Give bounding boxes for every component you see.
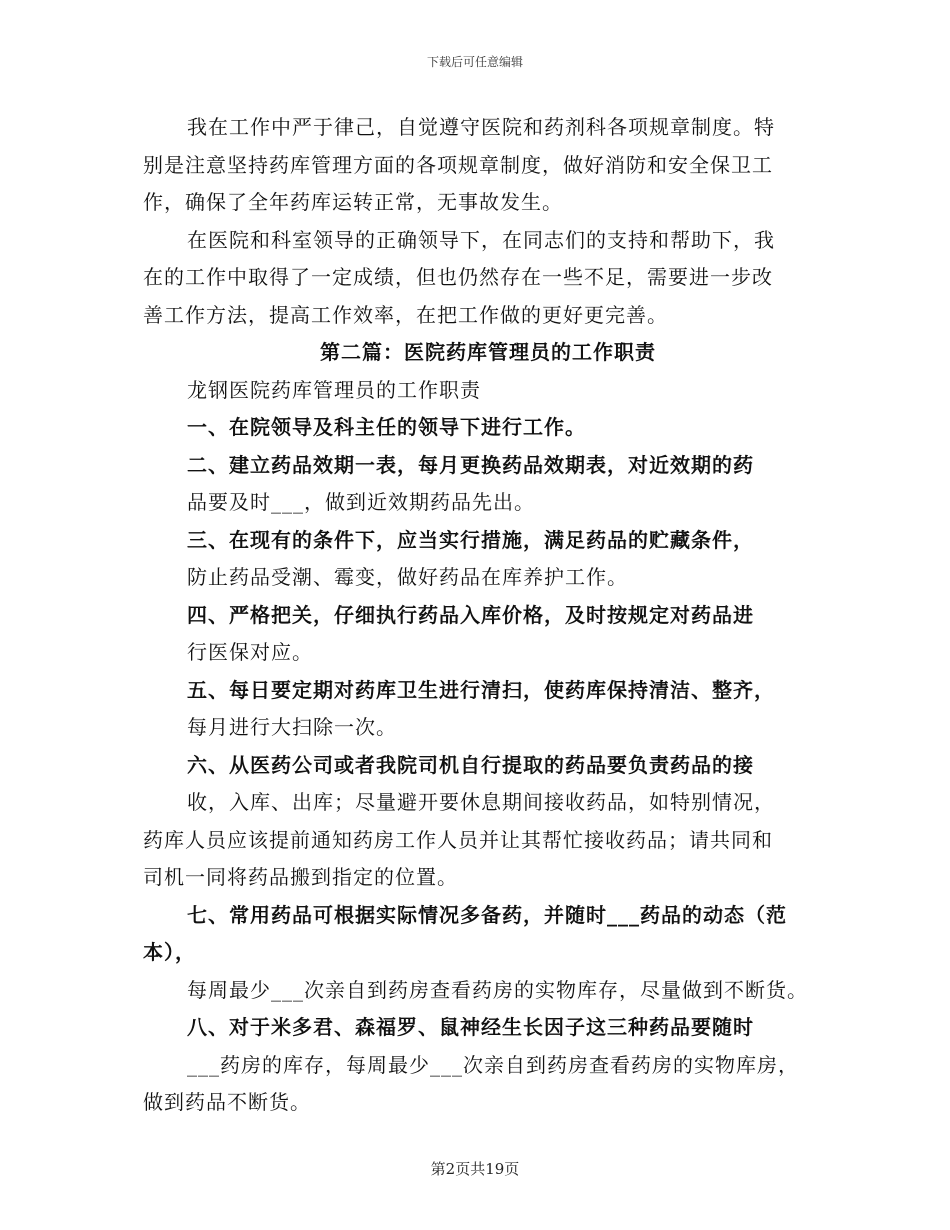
- duty-item-5: 五、每日要定期对药库卫生进行清扫，使药库保持清洁、整齐，: [187, 677, 775, 702]
- paragraph-line: 在医院和科室领导的正确领导下，在同志们的支持和帮助下，我: [187, 227, 775, 252]
- duty-item-8-detail: 做到药品不断货。: [143, 1090, 311, 1114]
- duty-item-3: 三、在现有的条件下，应当实行措施，满足药品的贮藏条件，: [187, 527, 754, 552]
- duty-item-2-detail: 品要及时___，做到近效期药品先出。: [187, 490, 535, 514]
- duty-item-6-detail: 司机一同将药品搬到指定的位置。: [143, 865, 458, 889]
- duty-item-7-cont: 本），: [143, 940, 196, 964]
- paragraph-line: 我在工作中严于律己，自觉遵守医院和药剂科各项规章制度。特: [187, 115, 775, 139]
- duty-item-2: 二、建立药品效期一表，每月更换药品效期表，对近效期的药: [187, 452, 754, 477]
- duty-item-7-detail: 每周最少___次亲自到药房查看药房的实物库存，尽量做到不断货。: [187, 977, 808, 1002]
- duty-item-6: 六、从医药公司或者我院司机自行提取的药品要负责药品的接: [187, 752, 754, 777]
- duty-item-6-detail: 收，入库、出库；尽量避开要休息期间接收药品，如特别情况，: [187, 790, 775, 814]
- duty-item-6-detail: 药库人员应该提前通知药房工作人员并让其帮忙接收药品；请共同和: [143, 827, 773, 852]
- duty-item-4: 四、严格把关，仔细执行药品入库价格，及时按规定对药品进: [187, 602, 754, 627]
- duty-item-4-detail: 行医保对应。: [187, 640, 313, 664]
- subtitle: 龙钢医院药库管理员的工作职责: [187, 377, 481, 402]
- duty-item-3-detail: 防止药品受潮、霉变，做好药品在库养护工作。: [187, 565, 628, 589]
- duty-item-8-detail: ___药房的库存，每周最少___次亲自到药房查看药房的实物库房，: [187, 1052, 799, 1077]
- page-header: 下载后可任意编辑: [426, 55, 523, 69]
- paragraph-line: 善工作方法，提高工作效率，在把工作做的更好更完善。: [143, 302, 668, 327]
- document-body: [143, 109, 833, 1122]
- duty-item-7: 七、常用药品可根据实际情况多备药，并随时___药品的动态（范: [187, 902, 787, 927]
- duty-item-5-detail: 每月进行大扫除一次。: [187, 715, 397, 739]
- paragraph-line: 别是注意坚持药库管理方面的各项规章制度，做好消防和安全保卫工: [143, 152, 773, 177]
- paragraph-line: 在的工作中取得了一定成绩，但也仍然存在一些不足，需要进一步改: [143, 265, 773, 289]
- paragraph-line: 作，确保了全年药库运转正常，无事故发生。: [143, 190, 563, 214]
- duty-item-8: 八、对于米多君、森福罗、鼠神经生长因子这三种药品要随时: [187, 1015, 754, 1039]
- section-title: 第二篇：医院药库管理员的工作职责: [320, 340, 656, 364]
- duty-item-1: 一、在院领导及科主任的领导下进行工作。: [187, 415, 586, 439]
- page-footer: 第2页共19页: [430, 1160, 520, 1178]
